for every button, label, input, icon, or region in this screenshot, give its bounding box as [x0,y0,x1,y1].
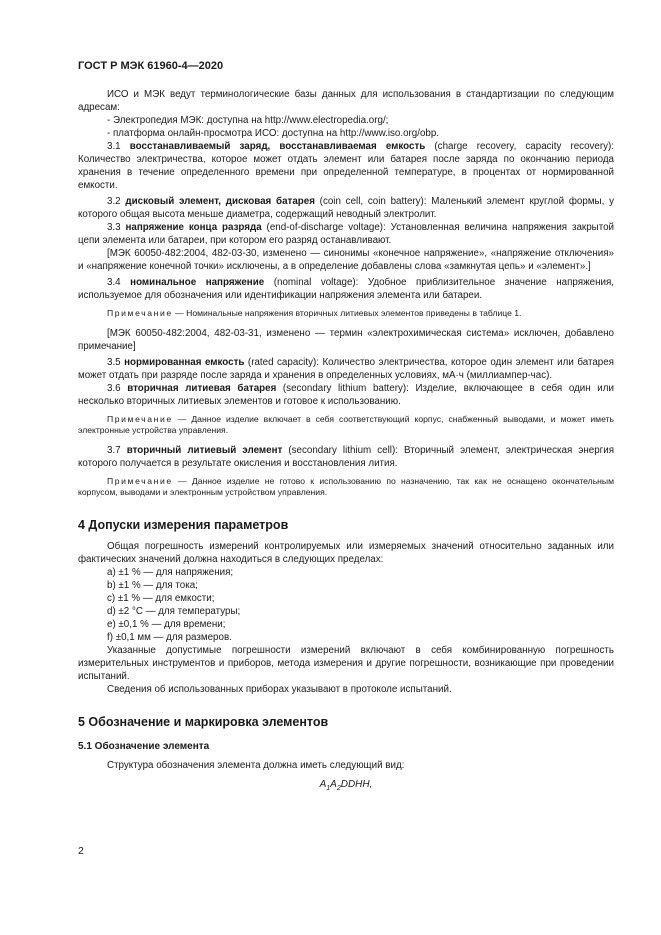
term-definition: (charge recovery, capacity recovery): Количество электричества, которое может отдать элемент или батарея после заряда по окончанию периода хранения в течение определенного времени при определенной температуре, в процентах от нормированной емкости. [78,141,615,191]
list-item: c) ±1 % — для емкости; [107,592,215,604]
term-number: 3.6 [107,382,121,394]
note-text: — Данное изделие не готово к использованию по назначению, так как не оснащено окончательным корпусом, выводами и электронным устройством управления. [78,475,614,497]
term-3-6 [78,382,614,408]
list-item: f) ±0,1 мм — для размеров. [107,631,232,643]
note-label: Примечание [107,413,173,424]
term-number: 3.7 [107,444,121,456]
term-name: номинальное напряжение [130,277,265,288]
term-name: восстанавливаемый заряд, восстанавливаемая емкость [129,141,426,152]
subsection-5-1-heading: 5.1 Обозначение элемента [78,740,210,752]
term-name: вторичный литиевый элемент [126,444,283,456]
term-definition: (secondary lithium battery): Изделие, включающее в себя один или несколько вторичных литиевых элементов и готовое к использованию. [78,382,614,407]
note-text: — Данное изделие включает в себя соответствующий корпус, снабженный выводами, и может иметь электронные устройства управления. [78,413,614,435]
intro-item: - платформа онлайн-просмотра ИСО: доступна на http://www.iso.org/obp. [107,128,440,139]
term-3-1 [78,140,614,192]
term-number: 3.3 [107,222,121,233]
note-text: — Номинальные напряжения вторичных литиевых элементов приведены в таблице 1. [172,308,522,318]
list-item: e) ±0,1 % — для времени; [107,618,226,630]
section-4-paragraph: Сведения об использованных приборах указывают в протоколе испытаний. [107,683,452,695]
term-definition: (nominal voltage): Удобное приблизительное значение напряжения, используемое для обозначения или идентификации напряжения элемента или батареи. [78,277,614,301]
term-number: 3.2 [107,196,121,207]
designation-formula: $A_1A_2DDHH$, [319,778,373,792]
intro-paragraph: ИСО и МЭК ведут терминологические базы данных для использования в стандартизации по следующим адресам: [78,89,614,113]
page-number: 2 [78,845,84,857]
term-3-5 [78,356,614,382]
page-content [78,88,614,795]
document-header: ГОСТ Р МЭК 61960-4—2020 [78,60,224,72]
note [78,308,614,320]
term-3-4 [78,276,614,302]
term-definition: (secondary lithium cell): Вторичный элемент, электрическая энергия которого получается в результате окисления и восстановления лития. [78,444,614,469]
term-3-3 [78,221,614,247]
term-definition: (rated capacity): Количество электричества, которое один элемент или батарея может отдать при разряде после заряда и хранения в определенных условиях, мА·ч (миллиампер-час). [78,356,614,381]
list-item: а) ±1 % — для напряжения; [107,566,234,578]
section-5-heading: 5 Обозначение и маркировка элементов [78,714,329,729]
note-label: Примечание [107,475,173,486]
list-item: d) ±2 °C — для температуры; [107,605,241,617]
term-number: 3.1 [107,141,121,152]
term-number: 3.5 [107,356,121,368]
section-4-intro: Общая погрешность измерений контролируемых или измеряемых значений относительно заданных или фактических значений должна находиться в следующих пределах: [78,540,614,565]
term-number: 3.4 [107,277,121,288]
term-reference: [МЭК 60050-482:2004, 482-03-31, изменено — термин «электрохимическая система» исключен, добавлено примечание] [78,327,614,352]
term-definition: (end-of-discharge voltage): Установленная величина напряжения закрытой цепи элемента или батареи, при котором его разряд останавливают. [78,222,614,246]
note [78,476,614,499]
note-label: Примечание [107,308,173,318]
section-4-paragraph: Указанные допустимые погрешности измерений включают в себя комбинированную погрешность измерительных инструментов и приборов, метода измерения и другие погрешности, возникающие при проведении испытаний. [78,644,614,682]
term-3-7 [78,444,614,470]
term-name: дисковый элемент, дисковая батарея [125,196,315,207]
list-item: b) ±1 % — для тока; [107,579,198,591]
note [78,414,614,437]
intro-item: - Электропедия МЭК: доступна на http://www.electropedia.org/; [107,115,389,126]
term-definition: (coin cell, coin battery): Маленький элемент круглой формы, у которого общая высота меньше диаметра, содержащий неводный электролит. [78,196,614,220]
term-name: нормированная емкость [124,356,245,368]
term-reference: [МЭК 60050-482:2004, 482-03-30, изменено — синонимы «конечное напряжение», «напряжение отключения» и «напряжение конечной точки» исключены, а в определение добавлены слова «замкнутая цепь» и «элемент».] [78,248,614,272]
section-5-1-text: Структура обозначения элемента должна иметь следующий вид: [107,759,405,771]
term-name: вторичная литиевая батарея [127,382,277,394]
section-4-heading: 4 Допуски измерения параметров [78,517,289,532]
term-name: напряжение конца разряда [125,222,262,233]
term-3-2 [78,195,614,221]
